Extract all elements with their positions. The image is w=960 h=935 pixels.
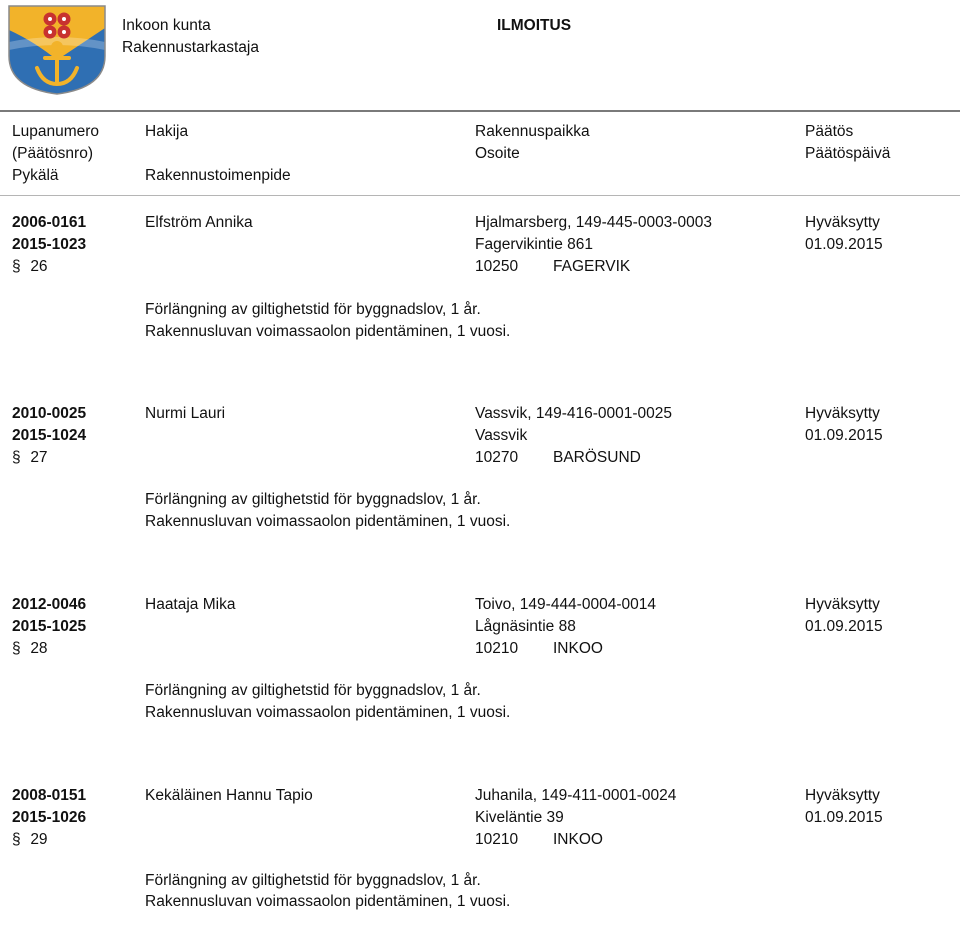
pykala bbox=[12, 256, 48, 278]
paatosnro: 2015-1023 bbox=[12, 236, 87, 253]
postitoimipaikka: INKOO bbox=[553, 640, 603, 657]
column-header-applicant bbox=[145, 121, 291, 187]
paatospaiva: 01.09.2015 bbox=[805, 236, 883, 253]
osoite: Lågnäsintie 88 bbox=[475, 618, 576, 635]
postitoimipaikka: INKOO bbox=[553, 831, 603, 848]
permit-entry bbox=[0, 212, 960, 362]
postal-address bbox=[475, 638, 603, 660]
paatosnro: 2015-1025 bbox=[12, 618, 87, 635]
postinumero: 10210 bbox=[475, 831, 519, 848]
hakija: Nurmi Lauri bbox=[145, 405, 226, 422]
paatospaiva: 01.09.2015 bbox=[805, 427, 883, 444]
toimenpide-swedish: Förlängning av giltighetstid för byggnadslov, 1 år. bbox=[145, 491, 481, 508]
coat-of-arms-logo bbox=[5, 2, 109, 96]
osoite: Kiveläntie 39 bbox=[475, 809, 564, 826]
column-header-site bbox=[475, 121, 590, 165]
postitoimipaikka: BARÖSUND bbox=[553, 449, 641, 466]
column-header-divider bbox=[0, 195, 960, 196]
osoite: Vassvik bbox=[475, 427, 528, 444]
postinumero: 10270 bbox=[475, 449, 519, 466]
rakennuspaikka: Vassvik, 149-416-0001-0025 bbox=[475, 405, 673, 422]
lupanumero: 2010-0025 bbox=[12, 405, 87, 422]
pykala-number: 26 bbox=[30, 258, 48, 275]
rakennuspaikka: Toivo, 149-444-0004-0014 bbox=[475, 596, 656, 613]
rakennuspaikka: Juhanila, 149-411-0001-0024 bbox=[475, 787, 677, 804]
paatosnro: 2015-1024 bbox=[12, 427, 87, 444]
postinumero: 10210 bbox=[475, 640, 519, 657]
section-sign: § bbox=[12, 258, 21, 275]
column-header-permit bbox=[12, 121, 99, 187]
postitoimipaikka: FAGERVIK bbox=[553, 258, 631, 275]
column-header-osoite: Osoite bbox=[475, 145, 520, 162]
permit-entry bbox=[0, 403, 960, 553]
hakija: Kekäläinen Hannu Tapio bbox=[145, 787, 313, 804]
postal-address bbox=[475, 829, 603, 851]
column-header-spacer bbox=[145, 143, 291, 165]
column-header-lupanumero: Lupanumero bbox=[12, 123, 100, 140]
header-divider bbox=[0, 110, 960, 112]
postal-address bbox=[475, 447, 641, 469]
toimenpide-swedish: Förlängning av giltighetstid för byggnadslov, 1 år. bbox=[145, 301, 481, 318]
pykala bbox=[12, 447, 48, 469]
osoite: Fagervikintie 861 bbox=[475, 236, 594, 253]
pykala-number: 27 bbox=[30, 449, 48, 466]
pykala-number: 28 bbox=[30, 640, 48, 657]
paatos: Hyväksytty bbox=[805, 596, 880, 613]
column-header-hakija: Hakija bbox=[145, 123, 189, 140]
column-header-decision bbox=[805, 121, 890, 165]
hakija: Elfström Annika bbox=[145, 214, 253, 231]
paatos: Hyväksytty bbox=[805, 214, 880, 231]
lupanumero: 2012-0046 bbox=[12, 596, 87, 613]
paatospaiva: 01.09.2015 bbox=[805, 618, 883, 635]
postinumero: 10250 bbox=[475, 258, 519, 275]
pykala-number: 29 bbox=[30, 831, 48, 848]
permit-entry bbox=[0, 594, 960, 744]
section-sign: § bbox=[12, 449, 21, 466]
toimenpide-finnish: Rakennusluvan voimassaolon pidentäminen, 1 vuosi. bbox=[145, 513, 511, 530]
paatos: Hyväksytty bbox=[805, 405, 880, 422]
permit-entry bbox=[0, 785, 960, 935]
postal-address bbox=[475, 256, 630, 278]
section-sign: § bbox=[12, 831, 21, 848]
hakija: Haataja Mika bbox=[145, 596, 236, 613]
lupanumero: 2008-0151 bbox=[12, 787, 87, 804]
column-header-rakennuspaikka: Rakennuspaikka bbox=[475, 123, 590, 140]
column-header-paatos: Päätös bbox=[805, 123, 854, 140]
pykala bbox=[12, 829, 48, 851]
toimenpide-swedish: Förlängning av giltighetstid för byggnadslov, 1 år. bbox=[145, 872, 481, 889]
column-header-paatospaiva: Päätöspäivä bbox=[805, 145, 891, 162]
lupanumero: 2006-0161 bbox=[12, 214, 87, 231]
section-sign: § bbox=[12, 640, 21, 657]
toimenpide-finnish: Rakennusluvan voimassaolon pidentäminen, 1 vuosi. bbox=[145, 323, 511, 340]
organization-role: Rakennustarkastaja bbox=[122, 39, 259, 56]
pykala bbox=[12, 638, 48, 660]
paatos: Hyväksytty bbox=[805, 787, 880, 804]
organization-name: Inkoon kunta bbox=[122, 17, 211, 34]
toimenpide-swedish: Förlängning av giltighetstid för byggnadslov, 1 år. bbox=[145, 682, 481, 699]
toimenpide-finnish: Rakennusluvan voimassaolon pidentäminen, 1 vuosi. bbox=[145, 704, 511, 721]
paatospaiva: 01.09.2015 bbox=[805, 809, 883, 826]
toimenpide-finnish: Rakennusluvan voimassaolon pidentäminen, 1 vuosi. bbox=[145, 893, 511, 910]
column-header-rakennustoimenpide: Rakennustoimenpide bbox=[145, 167, 291, 184]
column-header-paatosnro: (Päätösnro) bbox=[12, 145, 93, 162]
column-header-pykala: Pykälä bbox=[12, 167, 59, 184]
paatosnro: 2015-1026 bbox=[12, 809, 87, 826]
document-title: ILMOITUS bbox=[497, 17, 572, 34]
rakennuspaikka: Hjalmarsberg, 149-445-0003-0003 bbox=[475, 214, 712, 231]
